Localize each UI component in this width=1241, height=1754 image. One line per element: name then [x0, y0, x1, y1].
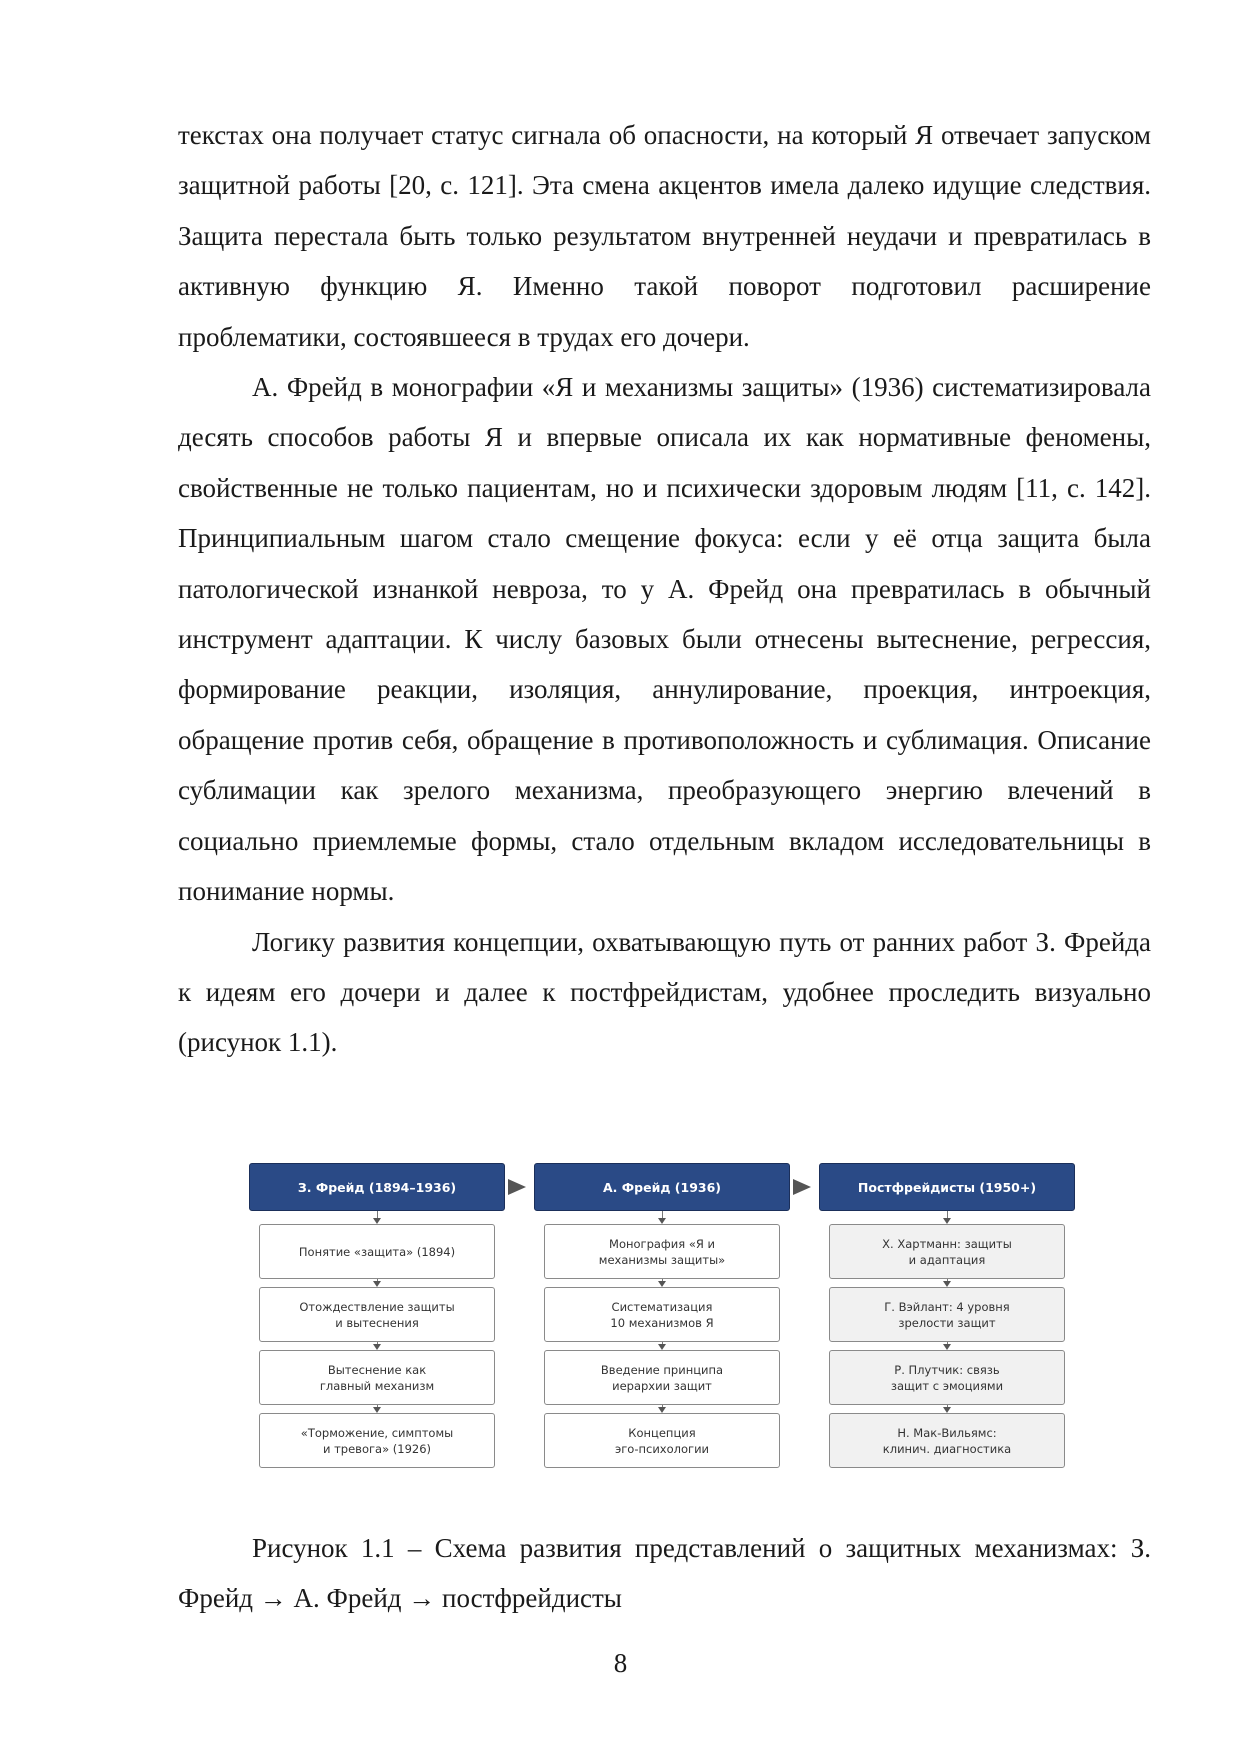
arrow-down-icon: [943, 1281, 951, 1287]
box-line: и тревога» (1926): [322, 1441, 432, 1456]
box-line: Введение принципа: [600, 1362, 724, 1377]
diagram-box: [259, 1350, 495, 1405]
figure-1-1-diagram: [249, 1163, 1079, 1475]
arrow-down-icon: [658, 1281, 666, 1287]
box-line: и вытеснения: [335, 1315, 419, 1330]
box-line: механизмы защиты»: [598, 1252, 726, 1267]
arrow-down-icon: [943, 1218, 951, 1224]
caption-text: Рисунок 1.1 – Схема развития представлений о защитных механизмах: З. Фрейд → А. Фрейд → постфрейдисты: [178, 1533, 1151, 1614]
arrow-down-icon: [658, 1218, 666, 1224]
arrow-down-icon: [943, 1344, 951, 1350]
box-line: Систематизация: [611, 1299, 713, 1314]
box-line: зрелости защит: [898, 1315, 996, 1330]
box-line: Монография «Я и: [609, 1236, 715, 1251]
box-line: главный механизм: [319, 1378, 435, 1393]
arrow-right-icon: [508, 1179, 526, 1195]
arrow-down-icon: [373, 1281, 381, 1287]
column-header-freud-s: З. Фрейд (1894–1936): [249, 1163, 505, 1211]
arrow-down-icon: [373, 1218, 381, 1224]
box-line: Отождествление защиты: [299, 1299, 455, 1314]
box-line: Х. Хартманн: защиты: [882, 1236, 1012, 1251]
box-line: Понятие «защита» (1894): [298, 1244, 456, 1259]
arrow-down-icon: [373, 1344, 381, 1350]
box-line: Концепция: [628, 1425, 696, 1440]
column-header-freud-a: А. Фрейд (1936): [534, 1163, 790, 1211]
box-line: Вытеснение как: [327, 1362, 427, 1377]
diagram-box: [259, 1287, 495, 1342]
paragraph-3: Логику развития концепции, охватывающую путь от ранних работ З. Фрейда к идеям его дочери и далее к постфрейдистам, удобнее проследить визуально (рисунок 1.1).: [178, 926, 1151, 1058]
diagram-box: [259, 1224, 495, 1279]
paragraph-2: А. Фрейд в монографии «Я и механизмы защиты» (1936) систематизировала десять способов работы Я и впервые описала их как нормативные феномены, свойственные не только пациентам, но и психически здоровым людям [11, с. 142]. Принципиальным шагом стало смещение фокуса: если у её отца защита была патологической изнанкой невроза, то у А. Фрейд она превратилась в обычный инструмент адаптации. К числу базовых были отнесены вытеснение, регрессия, формирование реакции, изоляция, аннулирование, проекция, интроекция, обращение против себя, обращение в противоположность и сублимация. Описание сублимации как зрелого механизма, преобразующего энергию влечений в социально приемлемые формы, стало отдельным вкладом исследовательницы в понимание нормы.: [178, 372, 1151, 907]
diagram-box: [829, 1413, 1065, 1468]
box-line: «Торможение, симптомы: [300, 1425, 454, 1440]
diagram-box: [544, 1413, 780, 1468]
box-line: эго-психологии: [614, 1441, 710, 1456]
page-number: 8: [613, 1648, 628, 1678]
arrow-down-icon: [658, 1407, 666, 1413]
body-text: [178, 110, 1151, 1068]
figure-caption: [178, 1523, 1151, 1624]
arrow-down-icon: [658, 1344, 666, 1350]
box-line: Г. Вэйлант: 4 уровня: [884, 1299, 1010, 1314]
arrow-right-icon: [793, 1179, 811, 1195]
diagram-box: [544, 1350, 780, 1405]
paragraph-1: текстах она получает статус сигнала об опасности, на который Я отвечает запуском защитной работы [20, с. 121]. Эта смена акцентов имела далеко идущие следствия. Защита перестала быть только результатом внутренней неудачи и превратилась в активную функцию Я. Именно такой поворот подготовил расширение проблематики, состоявшееся в трудах его дочери.: [178, 120, 1151, 352]
diagram-box: [829, 1224, 1065, 1279]
diagram-box: [544, 1287, 780, 1342]
box-line: клинич. диагностика: [882, 1441, 1012, 1456]
box-line: защит с эмоциями: [890, 1378, 1004, 1393]
diagram-box: [829, 1287, 1065, 1342]
arrow-down-icon: [943, 1407, 951, 1413]
diagram-box: [259, 1413, 495, 1468]
box-line: и адаптация: [908, 1252, 986, 1267]
arrow-down-icon: [373, 1407, 381, 1413]
column-header-post-freudians: Постфрейдисты (1950+): [819, 1163, 1075, 1211]
box-line: Р. Плутчик: связь: [894, 1362, 1000, 1377]
diagram-box: [544, 1224, 780, 1279]
diagram-box: [829, 1350, 1065, 1405]
box-line: 10 механизмов Я: [610, 1315, 714, 1330]
box-line: иерархии защит: [612, 1378, 712, 1393]
box-line: Н. Мак-Вильямс:: [897, 1425, 997, 1440]
